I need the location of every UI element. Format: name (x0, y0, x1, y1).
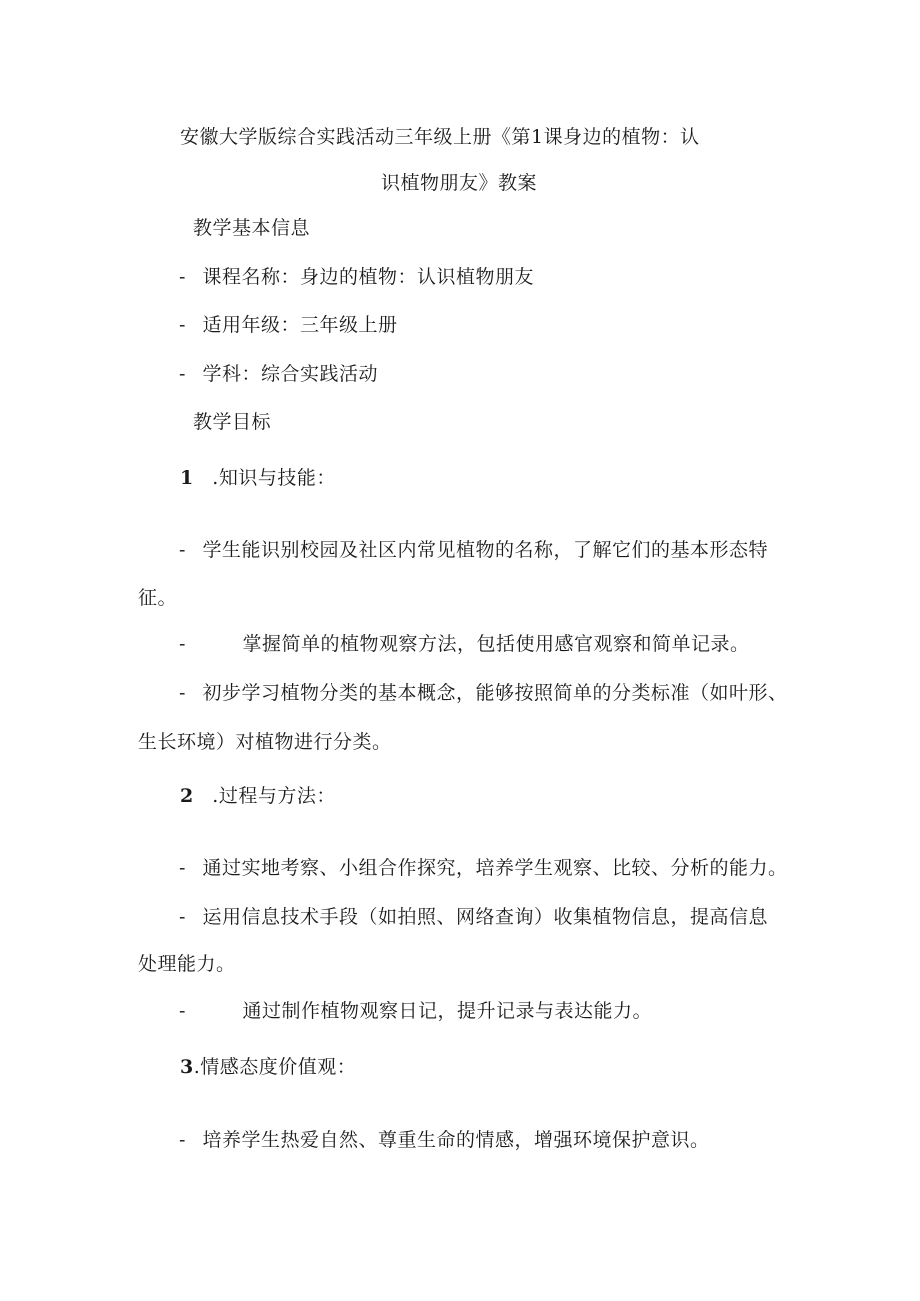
list-item-text: 学生能识别校园及社区内常见植物的名称，了解它们的基本形态特 (202, 539, 768, 561)
course-name: 课程名称：身边的植物：认识植物朋友 (202, 266, 534, 288)
list-item-continuation: 处理能力。 (138, 953, 236, 975)
list-item (179, 999, 652, 1023)
section-heading-2 (180, 784, 336, 808)
title-line-2: 识植物朋友》教案 (381, 172, 538, 194)
section-title: .知识与技能： (212, 467, 336, 489)
section-heading-1 (180, 466, 336, 490)
dash-marker: - (179, 266, 186, 288)
list-item (179, 681, 787, 705)
list-item-text: 初步学习植物分类的基本概念，能够按照简单的分类标准（如叶形、 (202, 682, 788, 704)
list-item (179, 538, 768, 562)
section-heading-3 (180, 1055, 356, 1079)
list-item-text: 掌握简单的植物观察方法，包括使用感官观察和简单记录。 (242, 633, 750, 655)
list-item (179, 313, 397, 337)
dash-marker: - (179, 539, 186, 561)
basic-info-heading: 教学基本信息 (193, 217, 311, 239)
section-number: 2 (180, 785, 194, 807)
subject: 学科：综合实践活动 (202, 363, 378, 385)
dash-marker: - (179, 363, 186, 385)
section-title: .过程与方法： (212, 785, 336, 807)
list-item (179, 632, 749, 656)
list-item (179, 362, 378, 386)
dash-marker: - (179, 857, 186, 879)
list-item (179, 905, 768, 929)
section-number: 3 (180, 1056, 194, 1078)
list-item-text: 通过制作植物观察日记，提升记录与表达能力。 (242, 1000, 652, 1022)
list-item (179, 856, 787, 880)
list-item-continuation: 生长环境）对植物进行分类。 (138, 731, 392, 753)
section-number: 1 (180, 467, 194, 489)
list-item-text: 培养学生热爱自然、尊重生命的情感，增强环境保护意识。 (202, 1129, 710, 1151)
dash-marker: - (179, 633, 186, 655)
list-item-continuation: 征。 (138, 587, 178, 609)
list-item (179, 265, 534, 289)
list-item (179, 1128, 709, 1152)
dash-marker: - (179, 682, 186, 704)
list-item-text: 通过实地考察、小组合作探究，培养学生观察、比较、分析的能力。 (202, 857, 788, 879)
dash-marker: - (179, 906, 186, 928)
grade: 适用年级：三年级上册 (202, 314, 398, 336)
list-item-text: 运用信息技术手段（如拍照、网络查询）收集植物信息，提高信息 (202, 906, 768, 928)
dash-marker: - (179, 314, 186, 336)
dash-marker: - (179, 1000, 186, 1022)
section-title: .情感态度价值观： (193, 1056, 357, 1078)
objectives-heading: 教学目标 (193, 411, 272, 433)
dash-marker: - (179, 1129, 186, 1151)
title-line-1: 安徽大学版综合实践活动三年级上册《第1课身边的植物：认 (180, 126, 700, 148)
